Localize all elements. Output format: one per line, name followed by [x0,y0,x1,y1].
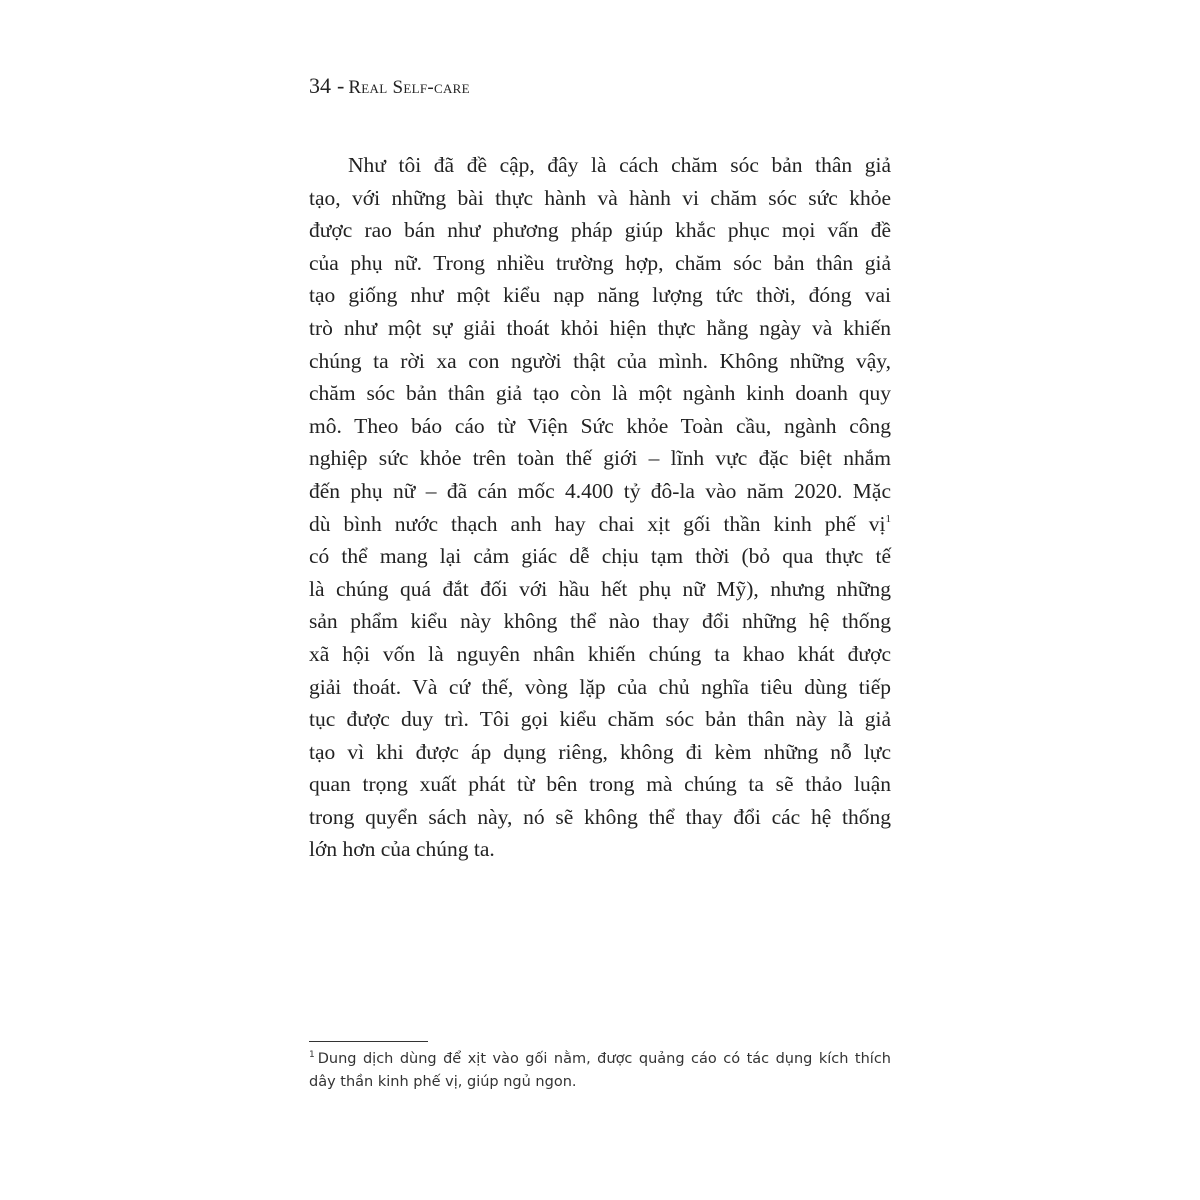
body-line: được rao bán như phương pháp giúp khắc phục mọi vấn đề [309,218,891,243]
running-head-title: Real Self-care [348,77,470,98]
body-line: tạo vì khi được áp dụng riêng, không đi kèm những nỗ lực [309,739,891,764]
body-line: tạo giống như một kiểu nạp năng lượng tức thời, đóng vai [309,283,891,308]
body-line-text: dù bình nước thạch anh hay chai xịt gối thần kinh phế vị [309,511,886,536]
body-line: chúng ta rời xa con người thật của mình. Không những vậy, [309,348,891,373]
running-head [309,70,470,104]
footnote-reference: 1 [885,512,891,525]
body-line-last: lớn hơn của chúng ta. [309,837,495,862]
body-line-with-footnote-ref [309,508,891,541]
body-line: nghiệp sức khỏe trên toàn thế giới – lĩnh vực đặc biệt nhắm [309,446,891,471]
footnote-marker: 1 [309,1050,315,1060]
body-line: tạo, với những bài thực hành và hành vi chăm sóc sức khỏe [309,185,891,210]
body-line: tục được duy trì. Tôi gọi kiểu chăm sóc bản thân này là giả [309,707,891,732]
body-line: trong quyển sách này, nó sẽ không thể thay đổi các hệ thống [309,804,891,829]
footnote-text-1: Dung dịch dùng để xịt vào gối nằm, được quảng cáo có tác dụng kích thích [317,1051,891,1067]
body-line: là chúng quá đắt đối với hầu hết phụ nữ Mỹ), nhưng những [309,576,891,601]
body-line: có thể mang lại cảm giác dễ chịu tạm thời (bỏ qua thực tế [309,544,891,569]
body-line: trò như một sự giải thoát khỏi hiện thực hằng ngày và khiến [309,315,891,340]
page-number: 34 [309,73,331,98]
footnote-line: dây thần kinh phế vị, giúp ngủ ngon. [309,1074,577,1090]
running-head-separator: - [337,73,345,98]
body-line: mô. Theo báo cáo từ Viện Sức khỏe Toàn cầu, ngành công [309,413,891,438]
body-line: xã hội vốn là nguyên nhân khiến chúng ta khao khát được [309,641,891,666]
body-line: sản phẩm kiểu này không thể nào thay đổi những hệ thống [309,609,891,634]
body-line: của phụ nữ. Trong nhiều trường hợp, chăm sóc bản thân giả [309,250,891,275]
footnote-line [309,1048,891,1071]
body-line: chăm sóc bản thân giả tạo còn là một ngành kinh doanh quy [309,381,891,406]
footnote [309,1048,891,1094]
body-paragraph [309,149,891,866]
body-line: giải thoát. Và cứ thế, vòng lặp của chủ nghĩa tiêu dùng tiếp [309,674,891,699]
footnote-divider [309,1041,428,1042]
body-line: đến phụ nữ – đã cán mốc 4.400 tỷ đô-la vào năm 2020. Mặc [309,478,891,503]
body-line: quan trọng xuất phát từ bên trong mà chúng ta sẽ thảo luận [309,772,891,797]
body-line: Như tôi đã đề cập, đây là cách chăm sóc bản thân giả [348,153,891,177]
